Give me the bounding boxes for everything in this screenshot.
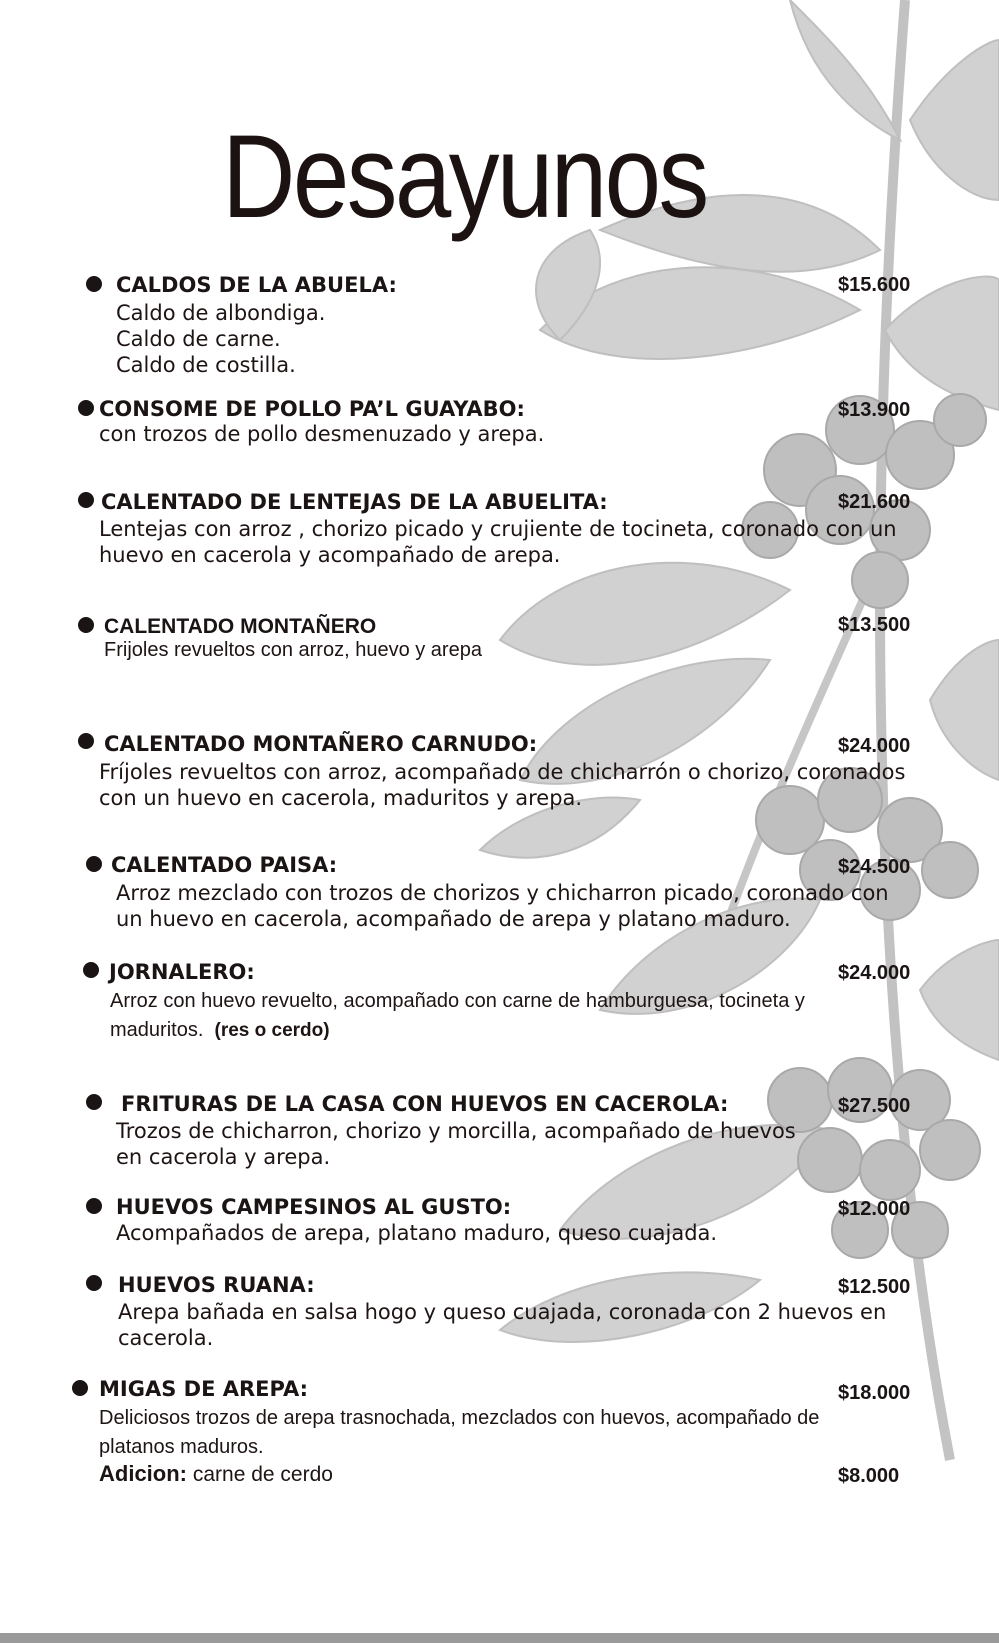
menu-item-note: (res o cerdo): [214, 1020, 330, 1041]
menu-item-desc-line: Caldo de albondiga.: [116, 301, 326, 325]
menu-item-desc-line: con trozos de pollo desmenuzado y arepa.: [99, 422, 545, 446]
menu-item-price: $12.500: [838, 1276, 911, 1298]
menu-item-desc-line: [110, 1016, 330, 1045]
bullet-icon: [78, 400, 94, 416]
bullet-icon: [86, 276, 102, 292]
menu-item-name: MIGAS DE AREPA:: [99, 1377, 308, 1401]
menu-item-name: CALENTADO MONTAÑERO: [104, 615, 377, 638]
menu-item-desc-line: Trozos de chicharron, chorizo y morcilla, acompañado de huevos: [116, 1119, 796, 1143]
menu-item-price: $15.600: [838, 274, 911, 296]
menu-item-desc-line: Deliciosos trozos de arepa trasnochada, mezclados con huevos, acompañado de: [99, 1407, 820, 1429]
bullet-icon: [86, 1094, 102, 1110]
menu-item-desc-line: platanos maduros.: [99, 1436, 264, 1458]
menu-item-desc-line: Arroz con huevo revuelto, acompañado con carne de hamburguesa, tocineta y: [110, 990, 805, 1012]
addon-line: [99, 1461, 333, 1487]
menu-item-desc-line: Caldo de costilla.: [116, 353, 296, 377]
menu-item-desc-line: Lentejas con arroz , chorizo picado y crujiente de tocineta, coronado con un: [99, 517, 897, 541]
menu-item-desc-line: Fríjoles revueltos con arroz, acompañado de chicharrón o chorizo, coronados: [99, 760, 906, 784]
bullet-icon: [78, 492, 94, 508]
addon-label: Adicion:: [99, 1461, 187, 1486]
menu-item-name: CALDOS DE LA ABUELA:: [116, 273, 397, 297]
menu-item-desc-line: Arepa bañada en salsa hogo y queso cuajada, coronada con 2 huevos en: [118, 1300, 887, 1324]
menu-item-price: $13.900: [838, 399, 911, 421]
menu-item-name: CONSOME DE POLLO PA’L GUAYABO:: [99, 397, 525, 421]
menu-item-desc-line: un huevo en cacerola, acompañado de arepa y platano maduro.: [116, 907, 791, 931]
menu-item-price: $24.500: [838, 856, 911, 878]
menu-item-desc-line: Caldo de carne.: [116, 327, 281, 351]
menu-item-desc-line: Acompañados de arepa, platano maduro, queso cuajada.: [116, 1221, 718, 1245]
bullet-icon: [83, 962, 99, 978]
bottom-border: [0, 1633, 999, 1643]
menu-item-name: HUEVOS CAMPESINOS AL GUSTO:: [116, 1195, 512, 1219]
menu-item-price: $18.000: [838, 1382, 911, 1404]
menu-item-desc-line: huevo en cacerola y acompañado de arepa.: [99, 543, 561, 567]
bullet-icon: [78, 617, 94, 633]
addon-text: carne de cerdo: [192, 1463, 333, 1486]
menu-item-desc-line: Arroz mezclado con trozos de chorizos y chicharron picado, coronado con: [116, 881, 889, 905]
menu-item-desc-line: con un huevo en cacerola, maduritos y arepa.: [99, 786, 583, 810]
menu-item-price: $27.500: [838, 1095, 911, 1117]
menu-item-price: $24.000: [838, 735, 911, 757]
menu-item-name: JORNALERO:: [109, 960, 255, 984]
addon-price: $8.000: [838, 1465, 900, 1487]
menu-item-name: CALENTADO DE LENTEJAS DE LA ABUELITA:: [101, 490, 608, 514]
bullet-icon: [78, 733, 94, 749]
menu-item-desc-line: cacerola.: [118, 1326, 214, 1350]
menu-item-desc-text: maduritos.: [110, 1019, 204, 1041]
bullet-icon: [86, 1275, 102, 1291]
bullet-icon: [72, 1380, 88, 1396]
menu-item-price: $13.500: [838, 614, 911, 636]
menu-item-name: HUEVOS RUANA:: [118, 1273, 315, 1297]
menu-item-desc-line: en cacerola y arepa.: [116, 1145, 331, 1169]
menu-item-price: $12.000: [838, 1198, 911, 1220]
bullet-icon: [86, 1198, 102, 1214]
menu-item-price: $21.600: [838, 491, 911, 513]
menu-item-name: CALENTADO MONTAÑERO CARNUDO:: [104, 732, 538, 756]
page-title: Desayunos: [222, 111, 707, 243]
menu-item-name: FRITURAS DE LA CASA CON HUEVOS EN CACEROLA:: [121, 1092, 729, 1116]
menu-item-desc-line: Frijoles revueltos con arroz, huevo y arepa: [104, 639, 482, 661]
bullet-icon: [86, 856, 102, 872]
menu-item-price: $24.000: [838, 962, 911, 984]
menu-item-name: CALENTADO PAISA:: [111, 853, 338, 877]
